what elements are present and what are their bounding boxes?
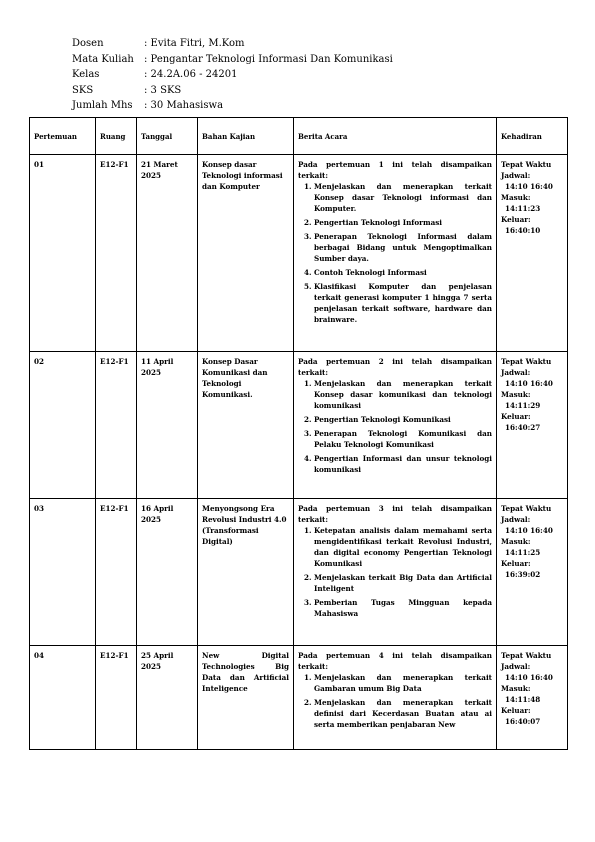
list-item: 2. Menjelaskan dan menerapkan terkait definisi dari Kecerdasan Buatan atau ai serta memberikan penjabaran New xyxy=(314,697,492,730)
berita-acara-cell xyxy=(294,646,497,750)
col-header-kehadiran: Kehadiran xyxy=(497,118,568,155)
pertemuan-cell: 04 xyxy=(30,646,96,750)
tanggal-cell: 21 Maret 2025 xyxy=(137,155,198,352)
matkul-value: : Pengantar Teknologi Informasi Dan Komunikasi xyxy=(144,53,393,65)
list-item: 1. Menjelaskan dan menerapkan terkait Gambaran umum Big Data xyxy=(314,672,492,694)
dosen-value: : Evita Fitri, M.Kom xyxy=(144,38,245,49)
kehadiran-status: Tepat Waktu xyxy=(501,357,552,366)
masuk-label: Masuk: xyxy=(501,684,531,693)
berita-intro: Pada pertemuan 1 ini telah disampaikan terkait: xyxy=(298,160,492,180)
keluar-label: Keluar: xyxy=(501,215,531,224)
berita-acara-cell xyxy=(294,155,497,352)
col-header-ruang: Ruang xyxy=(96,118,137,155)
list-item: 1. Menjelaskan dan menerapkan terkait Konsep dasar Teknologi informasi dan Komputer. xyxy=(314,181,492,214)
matkul-label: Mata Kuliah xyxy=(72,53,134,65)
table-row xyxy=(30,155,568,352)
list-item: 3. Pemberian Tugas Mingguan kepada Mahasiswa xyxy=(314,597,492,619)
list-item: 4. Pengertian Informasi dan unsur teknologi komunikasi xyxy=(314,453,492,475)
masuk-value: 14:11:48 xyxy=(505,695,541,704)
tanggal-cell: 11 April 2025 xyxy=(137,352,198,499)
masuk-value: 14:11:29 xyxy=(505,401,541,410)
berita-list xyxy=(298,672,492,730)
kehadiran-status: Tepat Waktu xyxy=(501,504,552,513)
lecture-journal-table xyxy=(29,117,568,750)
list-item: 2. Menjelaskan terkait Big Data dan Artificial Inteligent xyxy=(314,572,492,594)
table-header-row xyxy=(30,118,568,155)
keluar-label: Keluar: xyxy=(501,559,531,568)
kehadiran-cell xyxy=(497,352,568,499)
pertemuan-cell: 03 xyxy=(30,499,96,646)
table-row xyxy=(30,499,568,646)
berita-intro: Pada pertemuan 3 ini telah disampaikan terkait: xyxy=(298,504,492,524)
list-item: 3. Penerapan Teknologi Informasi dalam berbagai Bidang untuk Mengoptimalkan Sumber daya. xyxy=(314,231,492,264)
list-item: 5. Klasifikasi Komputer dan penjelasan terkait generasi komputer 1 hingga 7 serta penjelasan terkait software, hardware dan brainware. xyxy=(314,281,492,325)
berita-acara-cell xyxy=(294,499,497,646)
course-info-header xyxy=(72,36,393,114)
bahan-kajian-cell: Konsep dasar Teknologi informasi dan Komputer xyxy=(198,155,294,352)
tanggal-cell: 16 April 2025 xyxy=(137,499,198,646)
pertemuan-cell: 02 xyxy=(30,352,96,499)
pertemuan-cell: 01 xyxy=(30,155,96,352)
jumlah-value: : 30 Mahasiswa xyxy=(144,100,224,111)
masuk-label: Masuk: xyxy=(501,390,531,399)
kelas-value: : 24.2A.06 - 24201 xyxy=(144,69,238,80)
jadwal-value: 14:10 16:40 xyxy=(505,673,553,682)
jadwal-value: 14:10 16:40 xyxy=(505,379,553,388)
kelas-row xyxy=(72,67,393,83)
kehadiran-cell xyxy=(497,646,568,750)
jadwal-label: Jadwal: xyxy=(501,171,531,180)
ruang-cell: E12-F1 xyxy=(96,352,137,499)
list-item: 4. Contoh Teknologi Informasi xyxy=(314,267,492,278)
jumlah-row xyxy=(72,98,393,114)
sks-value: : 3 SKS xyxy=(144,84,182,96)
jadwal-label: Jadwal: xyxy=(501,515,531,524)
jumlah-label: Jumlah Mhs xyxy=(72,100,133,111)
ruang-cell: E12-F1 xyxy=(96,499,137,646)
list-item: 1. Ketepatan analisis dalam memahami serta mengidentifikasi terkait Revolusi Industri, dan digital economy Pengertian Teknologi Komunikasi xyxy=(314,525,492,569)
bahan-kajian-cell: New Digital Technologies Big Data dan Artificial Inteligence xyxy=(198,646,294,750)
table-row xyxy=(30,646,568,750)
bahan-kajian-cell: Menyongsong Era Revolusi Industri 4.0 (Transformasi Digital) xyxy=(198,499,294,646)
jadwal-label: Jadwal: xyxy=(501,368,531,377)
tanggal-cell: 25 April 2025 xyxy=(137,646,198,750)
ruang-cell: E12-F1 xyxy=(96,155,137,352)
table-row xyxy=(30,352,568,499)
sks-row xyxy=(72,83,393,99)
keluar-label: Keluar: xyxy=(501,706,531,715)
list-item: 2. Pengertian Teknologi Informasi xyxy=(314,217,492,228)
kehadiran-cell xyxy=(497,499,568,646)
masuk-value: 14:11:25 xyxy=(505,548,541,557)
berita-intro: Pada pertemuan 2 ini telah disampaikan terkait: xyxy=(298,357,492,377)
berita-intro: Pada pertemuan 4 ini telah disampaikan terkait: xyxy=(298,651,492,671)
dosen-label: Dosen xyxy=(72,38,104,49)
col-header-pertemuan: Pertemuan xyxy=(30,118,96,155)
keluar-value: 16:40:10 xyxy=(505,226,541,235)
sks-label: SKS xyxy=(72,84,94,96)
masuk-label: Masuk: xyxy=(501,193,531,202)
jadwal-value: 14:10 16:40 xyxy=(505,526,553,535)
col-header-tanggal: Tanggal xyxy=(137,118,198,155)
kehadiran-cell xyxy=(497,155,568,352)
col-header-bahan-kajian: Bahan Kajian xyxy=(198,118,294,155)
berita-acara-cell xyxy=(294,352,497,499)
berita-list xyxy=(298,378,492,475)
kelas-label: Kelas xyxy=(72,69,100,80)
masuk-value: 14:11:23 xyxy=(505,204,541,213)
dosen-row xyxy=(72,36,393,52)
jadwal-value: 14:10 16:40 xyxy=(505,182,553,191)
col-header-berita-acara: Berita Acara xyxy=(294,118,497,155)
keluar-value: 16:40:07 xyxy=(505,717,541,726)
bahan-kajian-cell: Konsep Dasar Komunikasi dan Teknologi Komunikasi. xyxy=(198,352,294,499)
keluar-label: Keluar: xyxy=(501,412,531,421)
kehadiran-status: Tepat Waktu xyxy=(501,160,552,169)
masuk-label: Masuk: xyxy=(501,537,531,546)
list-item: 1. Menjelaskan dan menerapkan terkait Konsep dasar komunikasi dan teknologi komunikasi xyxy=(314,378,492,411)
jadwal-label: Jadwal: xyxy=(501,662,531,671)
matkul-row xyxy=(72,52,393,68)
berita-list xyxy=(298,525,492,619)
kehadiran-status: Tepat Waktu xyxy=(501,651,552,660)
keluar-value: 16:40:27 xyxy=(505,423,541,432)
berita-list xyxy=(298,181,492,325)
ruang-cell: E12-F1 xyxy=(96,646,137,750)
list-item: 3. Penerapan Teknologi Komunikasi dan Pelaku Teknologi Komunikasi xyxy=(314,428,492,450)
keluar-value: 16:39:02 xyxy=(505,570,541,579)
list-item: 2. Pengertian Teknologi Komunikasi xyxy=(314,414,492,425)
